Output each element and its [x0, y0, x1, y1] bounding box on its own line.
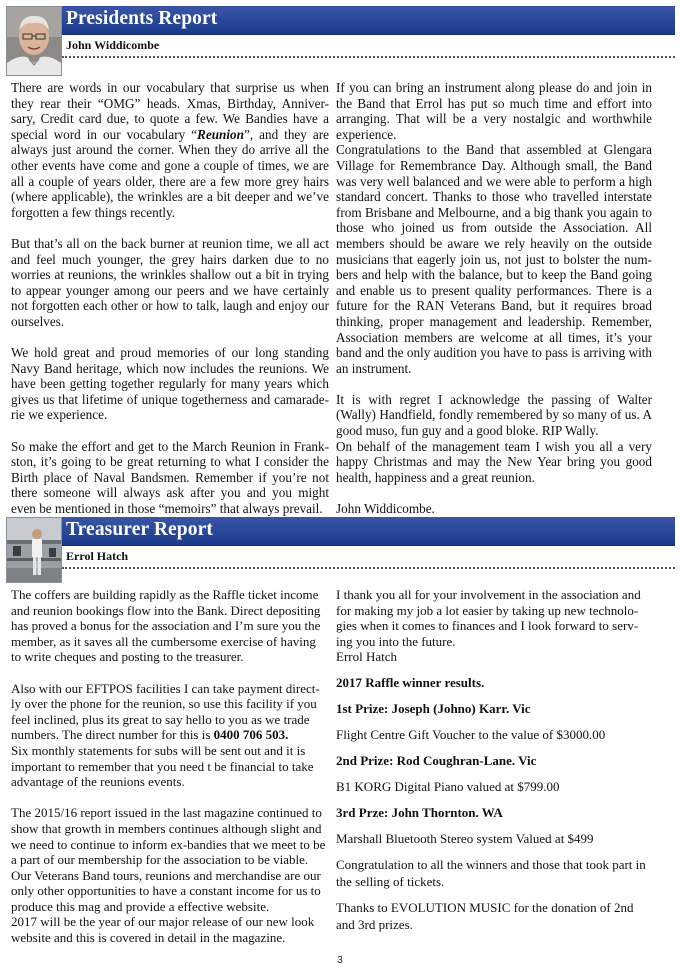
- paragraph: [11, 681, 329, 743]
- text: There are words in our vocabulary that surprise us when they rear their “OMG” heads. Xmas, Birthday, Anniver- sary, Credit card due, to quote a few. We Bandies have a special word in our vocabulary “: [11, 80, 329, 142]
- congratulations-text: Congratulation to all the winners and those that took part in the selling of tickets.: [336, 856, 646, 889]
- treasurer-author: Errol Hatch: [66, 549, 129, 563]
- prize-1-winner: [336, 700, 652, 717]
- prize-3-winner: [336, 804, 652, 821]
- divider: [62, 567, 675, 569]
- paragraph: It is with regret I acknowledge the passing of Walter (Wally) Handfield, fondly remembered by so many of us. A good muso, fun guy and a good bloke. RIP Wally.: [336, 391, 652, 439]
- text: ”, and they are always just around the corner. When they do arrive all the other events have come and gone a couple of times, we are all a couple of years older, there are a few more grey hairs (where applicable), the wrinkles are a bit deeper and we’ve forgotten a few things recently.: [11, 126, 329, 220]
- raffle-results: [336, 674, 652, 933]
- prize-1-description: Flight Centre Gift Voucher to the value of $3000.00: [336, 726, 606, 742]
- text: 3rd Prze: John Thornton. WA: [336, 804, 503, 820]
- paragraph: We hold great and proud memories of our long standing Navy Band heritage, which now includes the reunions. We have been getting together regularly for many years which gives us that lifetime of unique togetherness and camarade- rie we experience.: [11, 345, 329, 423]
- divider: [62, 56, 675, 58]
- signature: Errol Hatch: [336, 649, 398, 665]
- text: 1st Prize: Joseph (Johno) Karr. Vic: [336, 700, 531, 716]
- treasurer-photo: [6, 517, 62, 583]
- text: 2017 Raffle winner results.: [336, 674, 485, 690]
- paragraph: 2017 will be the year of our major release of our new look website and this is covered in detail in the magazine.: [11, 914, 315, 946]
- emphasis-reunion: Reunion: [197, 126, 244, 142]
- raffle-heading: [336, 674, 652, 691]
- text: 2nd Prize: Rod Coughran-Lane. Vic: [336, 752, 537, 768]
- presidents-report-section: [6, 6, 675, 517]
- prize-2-winner: [336, 752, 652, 769]
- president-author: John Widdicombe: [66, 38, 160, 52]
- presidents-report-banner: [62, 6, 675, 35]
- prize-3-description: Marshall Bluetooth Stereo system Valued at $499: [336, 830, 594, 846]
- presidents-report-title: Presidents Report: [66, 8, 218, 29]
- paragraph: The coffers are building rapidly as the Raffle ticket income and reunion bookings flow into the Bank. Direct depositing has proved a bonus for the association and I’m sure you the member, as it saves all the cumbersome exercise of having to write cheques and posting to the treasurer.: [11, 587, 321, 665]
- paragraph: The 2015/16 report issued in the last magazine continued to show that growth in members continues although slight and we need to continue to inform ex-bandies that we meet to be a part of our membership for the association to be viable. Our Veterans Band tours, reunions and merchandise are our only other opportunities to have a constant income for us to produce this mag and provide a effective website.: [11, 805, 326, 914]
- text: Also with our EFTPOS facilities I can take payment direct- ly over the phone for the reunion, so use this facility if you feel inclined, plus its great to say hello to you as we trade numbers. The direct number for this is: [11, 680, 320, 743]
- president-photo: [6, 6, 62, 76]
- paragraph: I thank you all for your involvement in the association and for making my job a lot easier by taking up new technolo- gies when it comes to finances and I look forward to serv- ing you into the future.: [336, 587, 641, 649]
- president-right-column: [336, 80, 652, 517]
- paragraph: Congratulations to the Band that assembled at Glengara Village for Remembrance Day. Although small, the Band was very well balanced and we were able to perform a high standard concert. Thanks to those who travelled interstate from Brisbane and Melbourne, and a big thank you again to those who joined us from outside the Association. All members should be aware we rely heavily on the outside musicians that eagerly join us, not just to bolster the num- bers and help with the balance, but to keep the Band going and enable us to present quality performances. There is a future for the RAN Veterans Band, but it requires broad thinking, proper management and leadership. Remember, Association members are welcome at all times, it’s your band and the only audition you have to pass is arriving with an instrument.: [336, 142, 652, 376]
- page-number: 3: [337, 955, 343, 966]
- paragraph: But that’s all on the back burner at reunion time, we all act and feel much younger, the grey hairs darken due to no worries at reunions, the wrinkles shallow out a bit in trying to appear younger among our peers and we have certainly not forgotten each other or how to talk, laugh and enjoy our ourselves.: [11, 235, 329, 329]
- treasurer-report-banner: [62, 517, 675, 546]
- paragraph: So make the effort and get to the March Reunion in Frank- ston, it’s going to be great returning to what I consider the Birth place of Naval Bandsmen. Remember if you’re not there someone will always ask after you and you might even be mentioned in those “memoirs” that always prevail.: [11, 438, 329, 517]
- treasurer-right-column: [336, 587, 652, 942]
- paragraph: [11, 80, 329, 220]
- treasurer-report-title: Treasurer Report: [66, 519, 213, 540]
- paragraph: Six monthly statements for subs will be sent out and it is important to remember that you need t be financial to take advantage of the reunions events.: [11, 742, 314, 790]
- thanks-text: Thanks to EVOLUTION MUSIC for the donation of 2nd and 3rd prizes.: [336, 899, 634, 932]
- prize-2-description: B1 KORG Digital Piano valued at $799.00: [336, 778, 560, 794]
- signature: John Widdicombe.: [336, 501, 435, 517]
- paragraph: If you can bring an instrument along please do and join in the Band that Errol has put so much time and effort into arranging. That will be a very nostalgic and worthwhile experience.: [336, 80, 652, 142]
- treasurer-left-column: [11, 587, 329, 946]
- president-left-column: [11, 80, 329, 517]
- phone-number: 0400 706 503.: [213, 727, 289, 743]
- treasurer-report-section: [6, 517, 675, 947]
- paragraph: On behalf of the management team I wish you all a very happy Christmas and may the New Year bring you good health, happiness and a great reunion.: [336, 438, 652, 485]
